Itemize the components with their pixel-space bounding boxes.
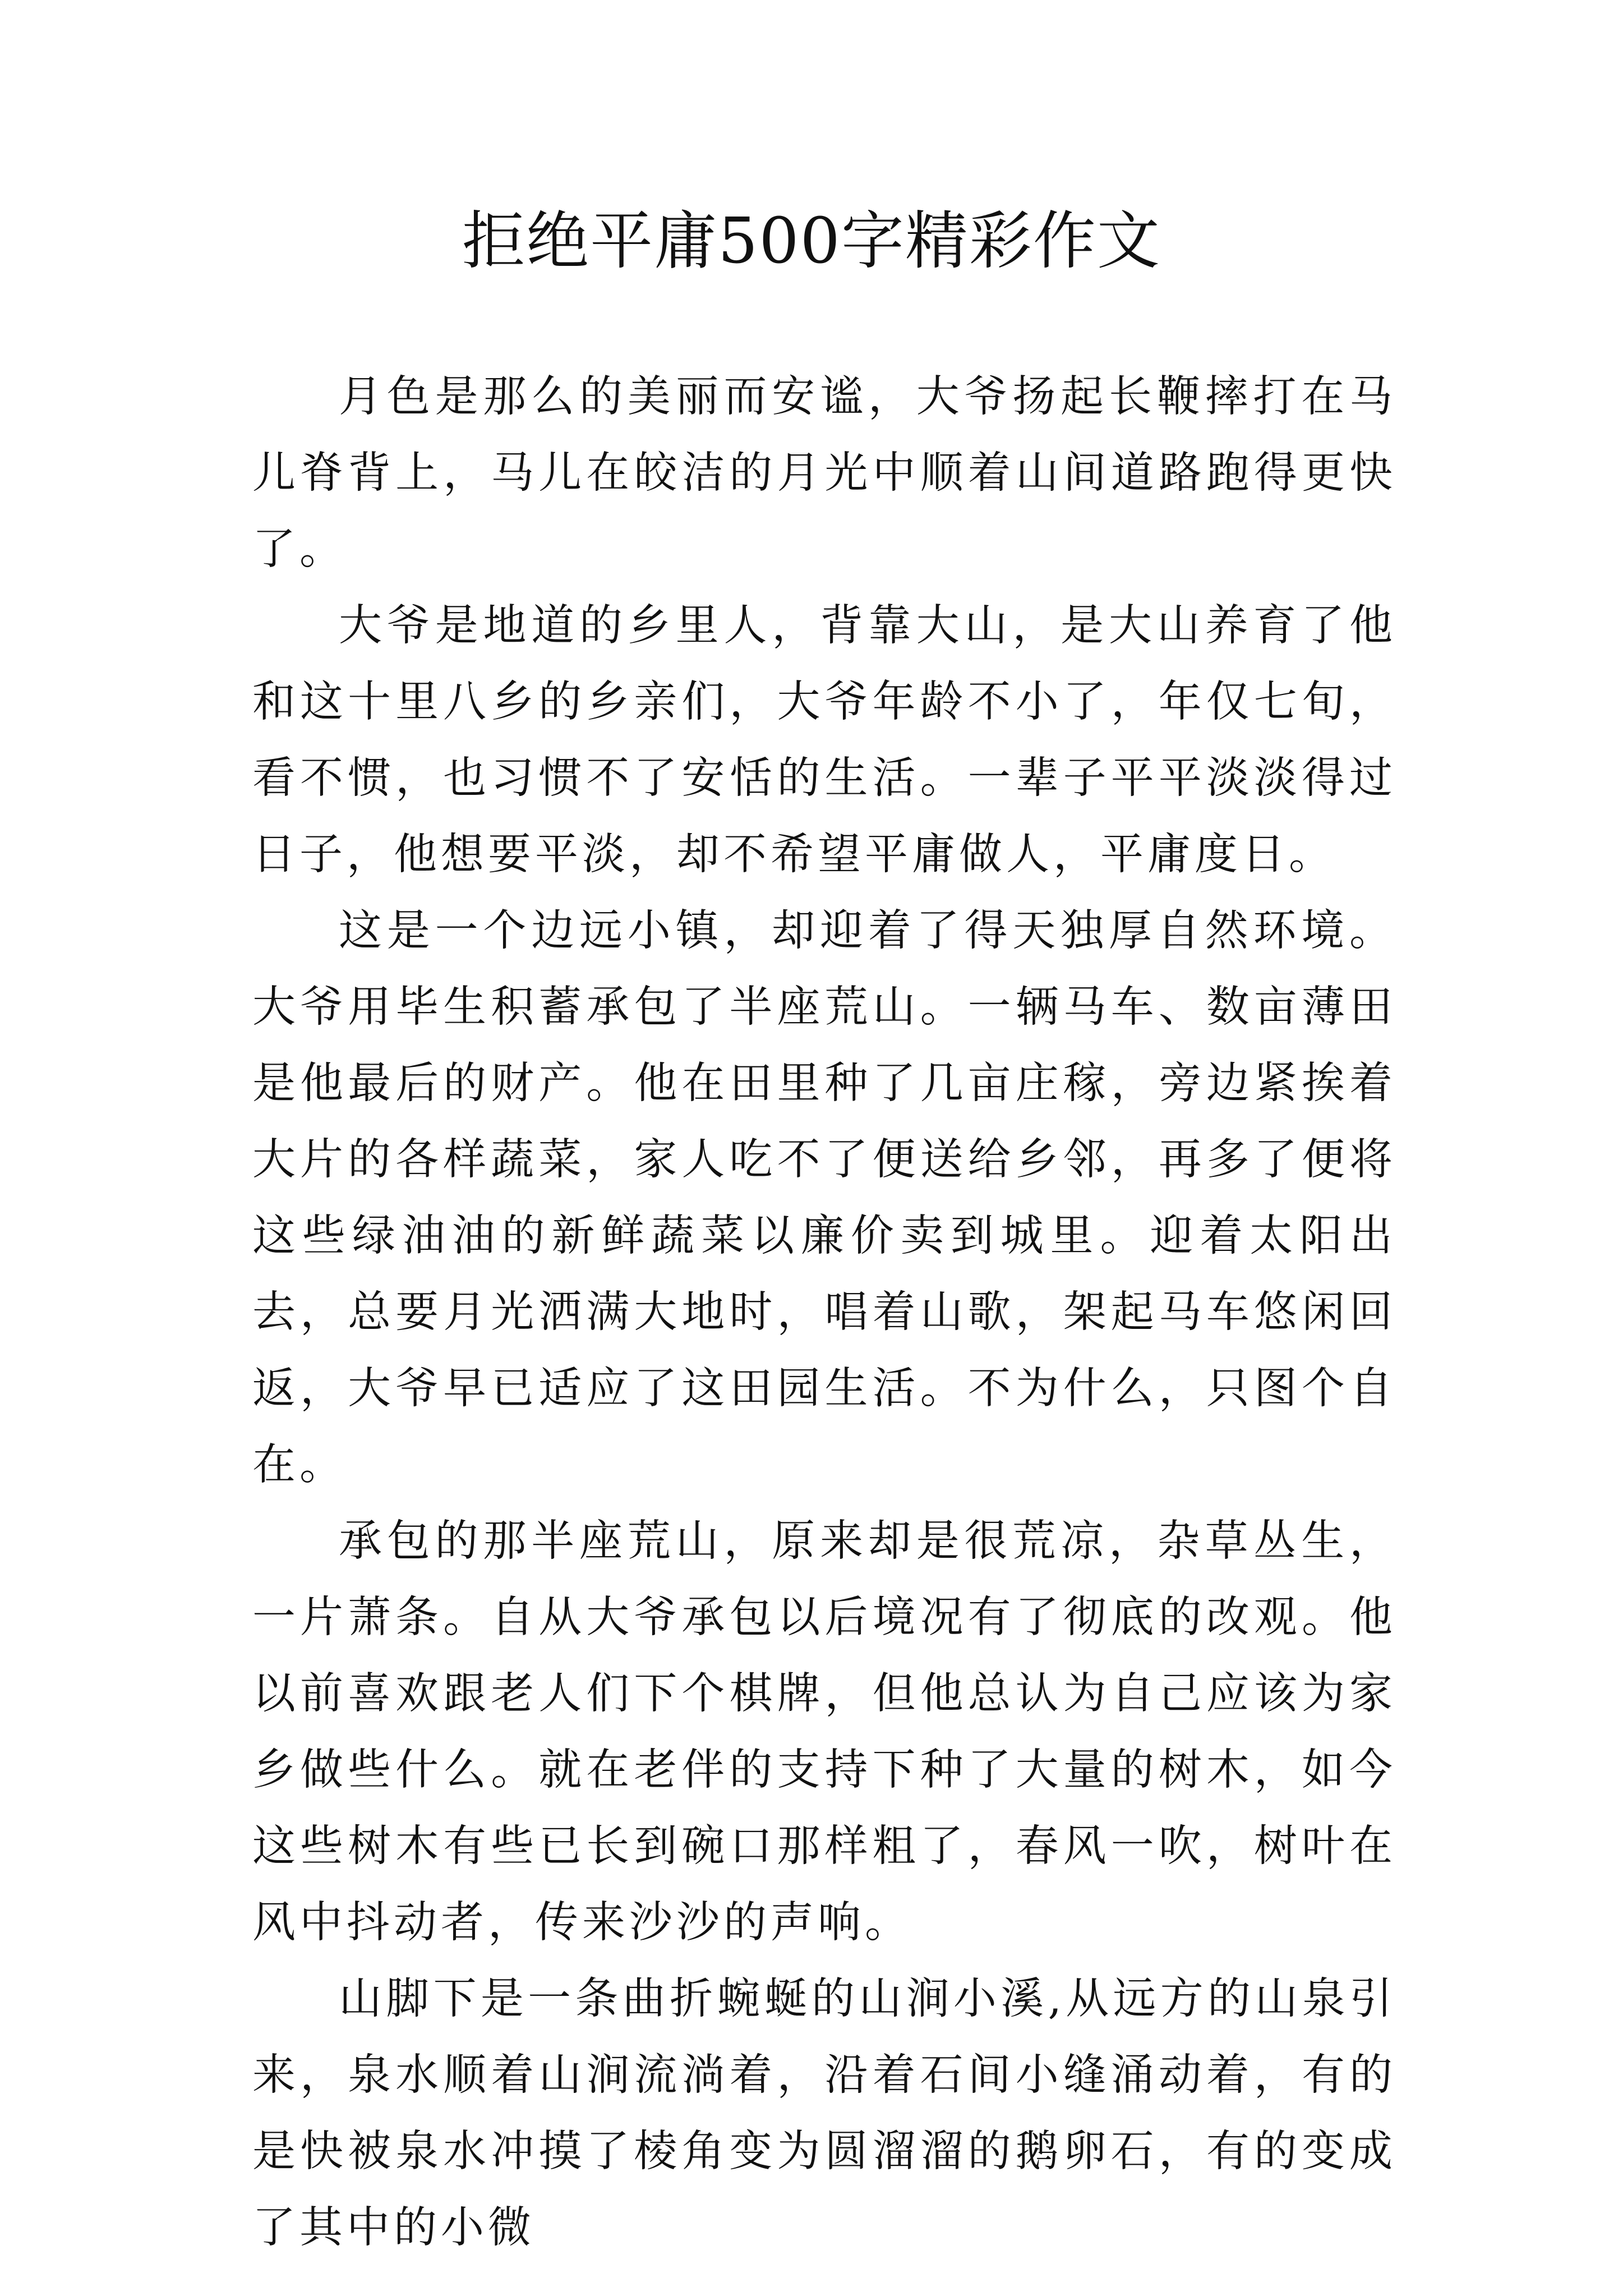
document-title: 拒绝平庸500字精彩作文 bbox=[462, 205, 1161, 278]
paragraph-3: 这是一个边远小镇，却迎着了得天独厚自然环境。大爷用毕生积蓄承包了半座荒山。一辆马车、数亩薄田是他最后的财产。他在田里种了几亩庄稼，旁边紧挨着大片的各样蔬菜，家人吃不了便送给乡邻，再多了便将这些绿油油的新鲜蔬菜以廉价卖到城里。迎着太阳出去，总要月光洒满大地时，唱着山歌，架起马车悠闲回返，大爷早已适应了这田园生活。不为什么，只图个自在。 bbox=[252, 906, 1396, 1490]
essay-body bbox=[252, 359, 1396, 2266]
paragraph-2: 大爷是地道的乡里人，背靠大山，是大山养育了他和这十里八乡的乡亲们，大爷年龄不小了，年仅七旬，看不惯，也习惯不了安恬的生活。一辈子平平淡淡得过日子，他想要平淡，却不希望平庸做人，平庸度日。 bbox=[252, 601, 1396, 880]
paragraph-4: 承包的那半座荒山，原来却是很荒凉，杂草丛生，一片萧条。自从大爷承包以后境况有了彻底的改观。他以前喜欢跟老人们下个棋牌，但他总认为自己应该为家乡做些什么。就在老伴的支持下种了大量的树木，如今这些树木有些已长到碗口那样粗了，春风一吹，树叶在风中抖动者，传来沙沙的声响。 bbox=[252, 1516, 1396, 1948]
paragraph-1: 月色是那么的美丽而安谧，大爷扬起长鞭摔打在马儿脊背上，马儿在皎洁的月光中顺着山间道路跑得更快了。 bbox=[252, 372, 1396, 574]
paragraph-5: 山脚下是一条曲折蜿蜒的山涧小溪,从远方的山泉引来，泉水顺着山涧流淌着，沿着石间小缝涌动着，有的是快被泉水冲摸了棱角变为圆溜溜的鹅卵石，有的变成了其中的小微 bbox=[252, 1974, 1396, 2253]
